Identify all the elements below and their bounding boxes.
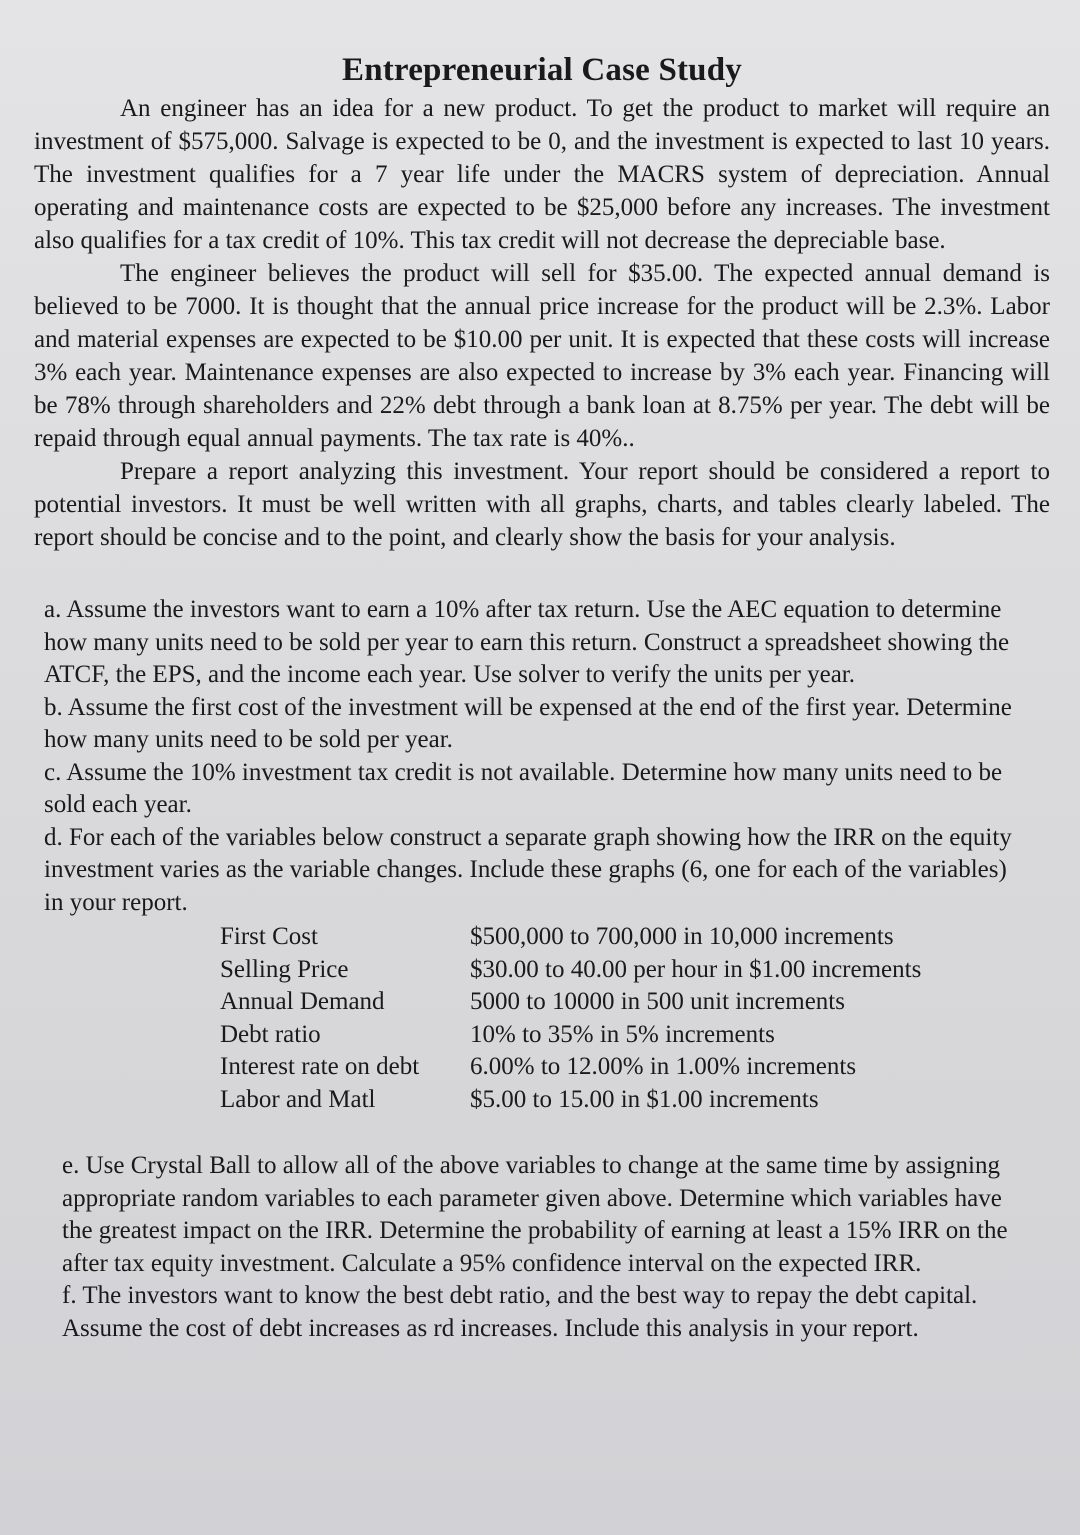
variable-table: [220, 921, 921, 1116]
variable-range: 6.00% to 12.00% in 1.00% increments: [470, 1053, 857, 1080]
variable-row: [220, 1084, 921, 1117]
variable-name: Labor and Matl: [220, 1085, 376, 1113]
variable-name: Debt ratio: [220, 1020, 321, 1048]
question-a: a. Assume the investors want to earn a 10% after tax return. Use the AEC equation to determine how many units need to be sold per year to earn this return. Construct a spreadsheet showing the ATCF, the EPS, and the income each year. Use solver to verify the units per year.: [44, 596, 1010, 688]
variable-row: [220, 986, 921, 1019]
variable-range: 10% to 35% in 5% increments: [470, 1020, 775, 1048]
variable-row: [220, 1051, 921, 1084]
question-e: e. Use Crystal Ball to allow all of the above variables to change at the same time by assigning appropriate random variables to each parameter given above. Determine which variables have the greatest impact on the IRR. Determine the probability of earning at least a 15% IRR on the after tax equity investment. Calculate a 95% confidence interval on the expected IRR.: [62, 1152, 1008, 1277]
question-b: b. Assume the first cost of the investment will be expensed at the end of the first year. Determine how many units need to be sold per year.: [44, 693, 1012, 753]
variable-row: [220, 1019, 921, 1052]
question-c: c. Assume the 10% investment tax credit is not available. Determine how many units need to be sold each year.: [44, 758, 1003, 818]
variable-row: [220, 921, 921, 954]
section-spacer: [34, 554, 1050, 594]
intro-paragraph-1: An engineer has an idea for a new product. To get the product to market will require an investment of $575,000. Salvage is expected to be 0, and the investment is expected to last 10 years. The investment qualifies for a 7 year life under the MACRS system of depreciation. Annual operating and maintenance costs are expected to be $25,000 before any increases. The investment also qualifies for a tax credit of 10%. This tax credit will not decrease the depreciable base.: [34, 95, 1050, 254]
section-spacer: [34, 1116, 1050, 1150]
intro-paragraph-3: Prepare a report analyzing this investment. Your report should be considered a report to potential investors. It must be well written with all graphs, charts, and tables clearly labeled. The report should be concise and to the point, and clearly show the basis for your analysis.: [34, 458, 1050, 551]
variable-range: $5.00 to 15.00 in $1.00 increments: [470, 1085, 819, 1113]
variable-name: First Cost: [220, 923, 318, 950]
variable-range: $500,000 to 700,000 in 10,000 increments: [470, 923, 894, 950]
question-f: f. The investors want to know the best debt ratio, and the best way to repay the debt capital. Assume the cost of debt increases as rd increases. Include this analysis in your report.: [62, 1282, 978, 1342]
variable-range: 5000 to 10000 in 500 unit increments: [470, 988, 845, 1015]
variable-name: Annual Demand: [220, 988, 385, 1015]
intro-paragraph-2: The engineer believes the product will sell for $35.00. The expected annual demand is believed to be 7000. It is thought that the annual price increase for the product will be 2.3%. Labor and material expenses are expected to be $10.00 per unit. It is expected that these costs will increase 3% each year. Maintenance expenses are also expected to increase by 3% each year. Financing will be 78% through shareholders and 22% debt through a bank loan at 8.75% per year. The debt will be repaid through equal annual payments. The tax rate is 40%..: [34, 260, 1050, 452]
variable-name: Selling Price: [220, 955, 349, 983]
question-d: d. For each of the variables below construct a separate graph showing how the IRR on the equity investment varies as the variable changes. Include these graphs (6, one for each of the variables) in your report.: [44, 823, 1012, 916]
variable-name: Interest rate on debt: [220, 1053, 420, 1080]
document-title: Entrepreneurial Case Study: [341, 52, 742, 88]
variable-row: [220, 954, 921, 987]
variable-range: $30.00 to 40.00 per hour in $1.00 increments: [470, 955, 922, 983]
